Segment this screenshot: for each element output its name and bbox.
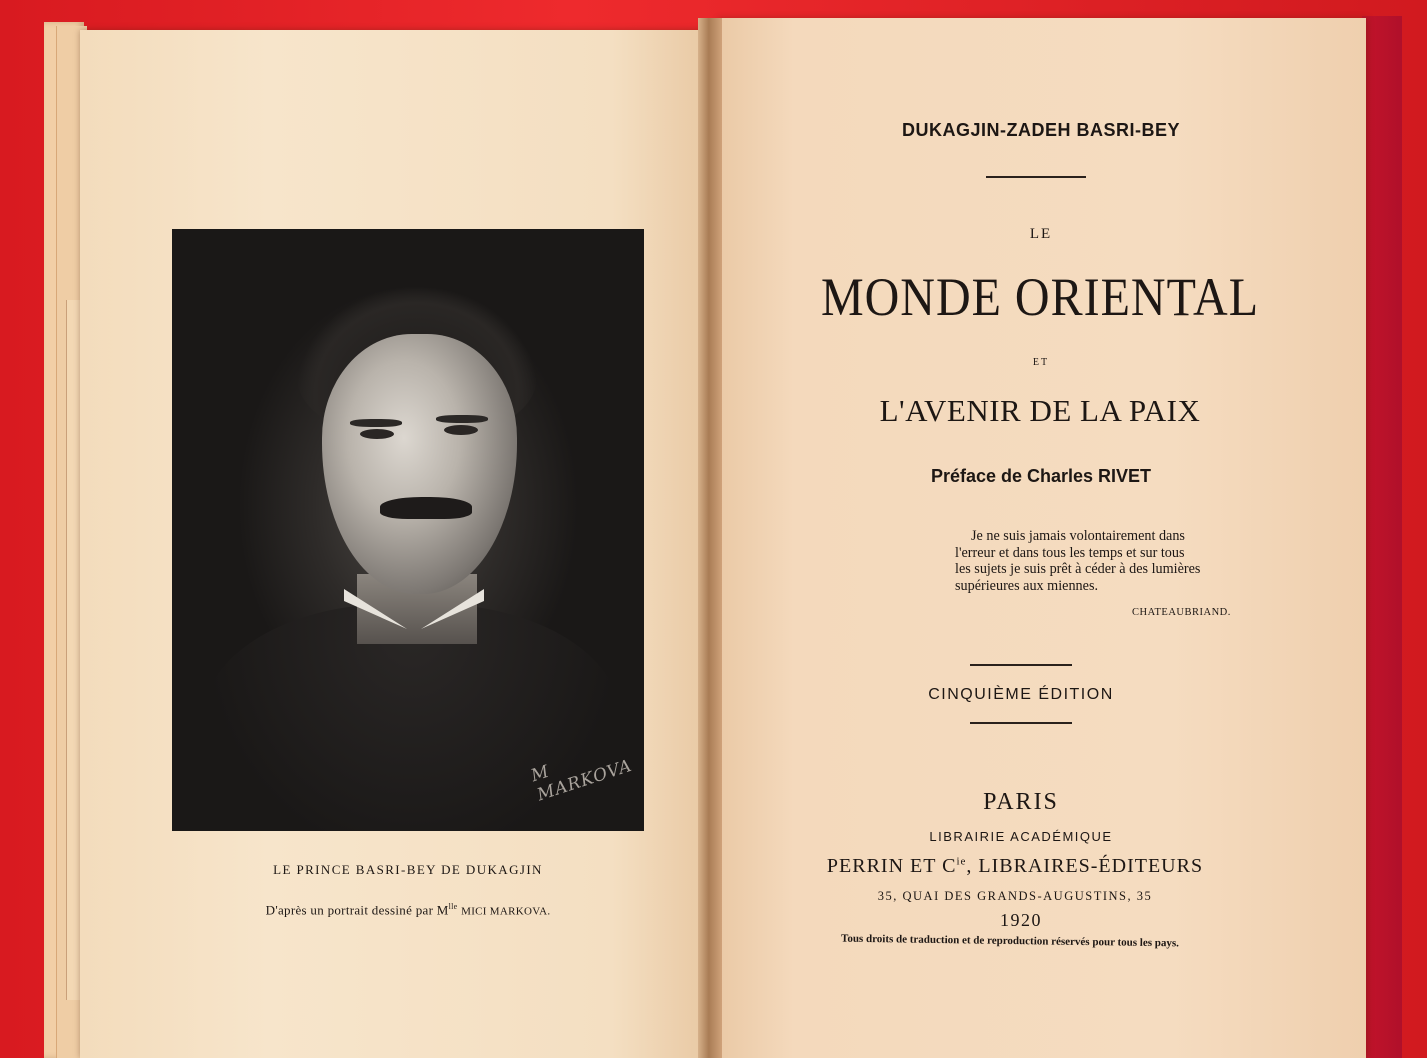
epigraph-line: l'erreur et dans tous les temps et sur tous	[955, 544, 1185, 561]
publication-year: 1920	[1000, 910, 1042, 930]
preface-credit: Préface de Charles RIVET	[930, 466, 1152, 486]
subtitle: L'AVENIR DE LA PAIX	[879, 393, 1201, 428]
publication-city: PARIS	[983, 789, 1059, 815]
publisher-address: 35, QUAI DES GRANDS-AUGUSTINS, 35	[877, 889, 1153, 903]
portrait-signature: M MARKOVA	[528, 755, 635, 806]
rule-above-edition	[970, 664, 1072, 666]
epigraph-line: les sujets je suis prêt à céder à des lumières	[955, 561, 1201, 577]
publisher-name	[770, 855, 1260, 878]
epigraph-line: supérieures aux miennes.	[955, 577, 1099, 594]
epigraph-attribution: CHATEAUBRIAND.	[1132, 607, 1231, 618]
rights-notice: Tous droits de traduction et de reproduction réservés pour tous les pays.	[840, 932, 1180, 950]
publisher-suffix: , LIBRAIRES-ÉDITEURS	[966, 855, 1204, 877]
epigraph-line: Je ne suis jamais volontairement dans	[971, 528, 1185, 544]
rule-below-edition	[970, 722, 1072, 724]
rule-under-author	[986, 176, 1086, 178]
epigraph	[955, 528, 1285, 594]
portrait-moustache	[380, 497, 472, 519]
portrait-left-brow	[350, 419, 402, 427]
librairie-name: LIBRAIRIE ACADÉMIQUE	[929, 829, 1113, 844]
title-article: LE	[1029, 226, 1053, 242]
portrait-right-brow	[436, 415, 488, 423]
cover-right-edge	[1362, 16, 1402, 1058]
portrait-face	[322, 334, 517, 594]
portrait-left-eye	[360, 429, 394, 439]
main-title: MONDE ORIENTAL	[820, 267, 1260, 328]
caption-credit-prefix: D'après un portrait dessiné par M	[265, 902, 449, 918]
title-conjunction: ET	[1032, 357, 1050, 368]
portrait-caption-credit	[172, 902, 644, 918]
portrait-caption-title: LE PRINCE BASRI-BEY DE DUKAGJIN	[273, 862, 543, 877]
caption-credit-sup: lle	[448, 902, 458, 911]
edition: CINQUIÈME ÉDITION	[928, 686, 1114, 703]
portrait-right-eye	[444, 425, 478, 435]
author-portrait	[172, 229, 644, 831]
author-name: DUKAGJIN-ZADEH BASRI-BEY	[901, 120, 1180, 140]
publisher-prefix: PERRIN ET C	[826, 855, 957, 877]
caption-credit-name: MICI MARKOVA.	[461, 905, 551, 918]
book-gutter	[698, 18, 722, 1058]
publisher-sup: ie	[956, 855, 967, 868]
